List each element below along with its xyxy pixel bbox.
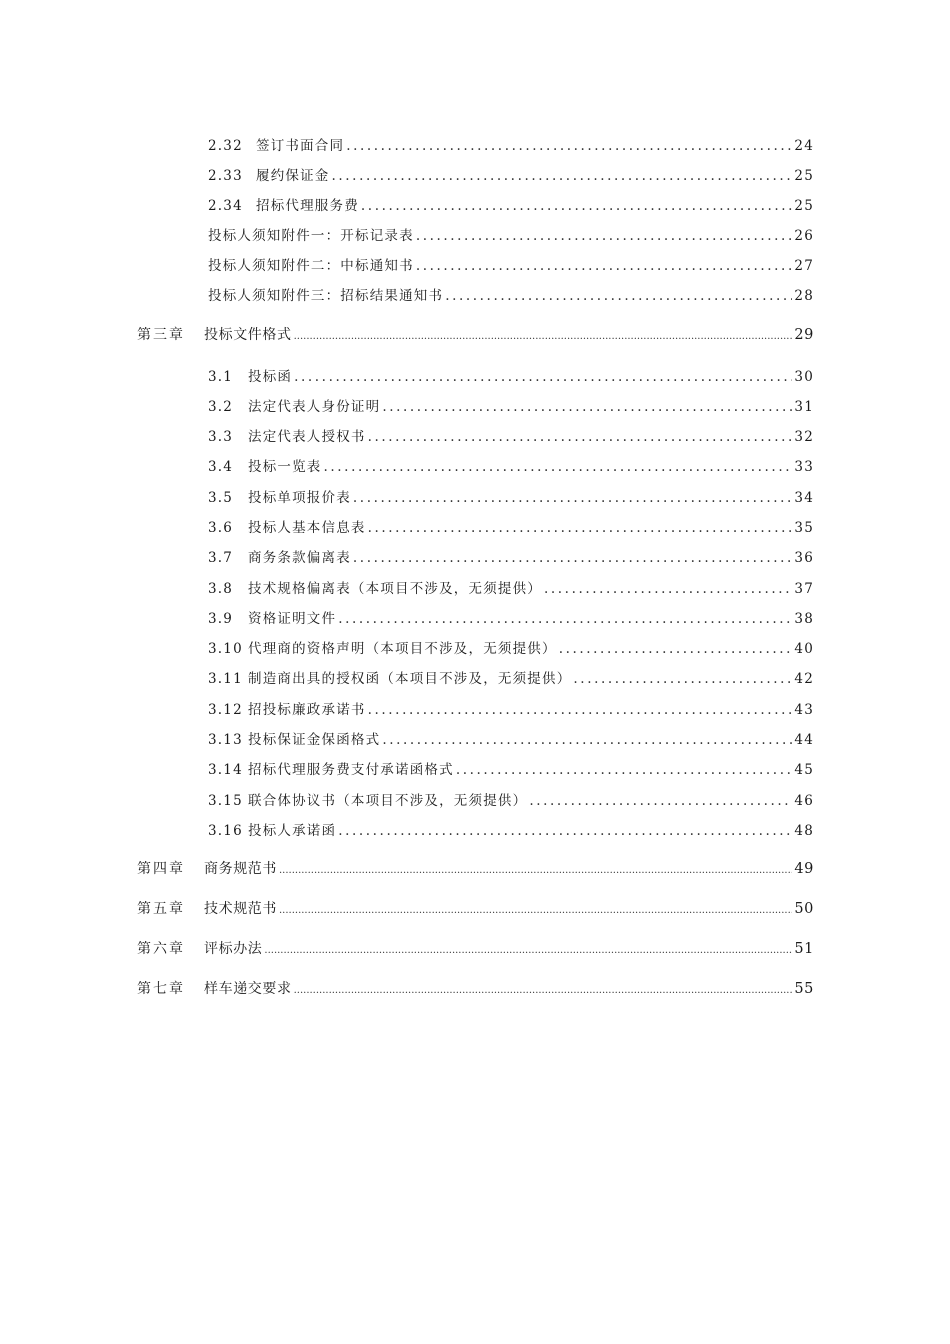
toc-entry-title: 履约保证金 bbox=[256, 168, 330, 184]
dot-leader bbox=[368, 429, 793, 445]
toc-chapter-number: 第三章 bbox=[137, 327, 185, 343]
toc-entry-3-4[interactable] bbox=[208, 455, 814, 475]
toc-entry-number: 2.34 bbox=[208, 198, 243, 214]
toc-entry-title: 签订书面合同 bbox=[256, 138, 345, 154]
toc-entry-page: 36 bbox=[794, 550, 814, 566]
toc-chapter-4[interactable] bbox=[137, 858, 814, 878]
toc-entry-3-7[interactable] bbox=[208, 546, 814, 566]
toc-entry-2-33[interactable] bbox=[208, 164, 814, 184]
dot-leader bbox=[361, 198, 793, 214]
toc-entry-page: 35 bbox=[794, 520, 814, 536]
dot-leader bbox=[294, 985, 793, 996]
toc-entry-page: 26 bbox=[794, 228, 814, 244]
dot-leader bbox=[382, 732, 792, 748]
dot-leader bbox=[559, 641, 793, 657]
toc-entry-title: 招投标廉政承诺书 bbox=[248, 702, 366, 718]
toc-chapter-page: 51 bbox=[794, 941, 814, 957]
toc-chapter-title: 评标办法 bbox=[204, 941, 263, 957]
toc-entry-3-13[interactable] bbox=[208, 728, 814, 748]
toc-entry-title: 投标人须知附件三：招标结果通知书 bbox=[208, 288, 444, 304]
toc-chapter-title: 技术规范书 bbox=[204, 901, 277, 917]
toc-entry-title: 招标代理服务费支付承诺函格式 bbox=[248, 762, 454, 778]
toc-entry-number: 3.14 bbox=[208, 762, 243, 778]
dot-leader bbox=[338, 823, 792, 839]
toc-entry-attachment-3[interactable] bbox=[208, 284, 814, 304]
toc-entry-page: 31 bbox=[794, 399, 814, 415]
toc-chapter-6[interactable] bbox=[137, 938, 814, 958]
toc-entry-number: 2.33 bbox=[208, 168, 243, 184]
toc-chapter-title: 投标文件格式 bbox=[204, 327, 292, 343]
toc-entry-3-9[interactable] bbox=[208, 607, 814, 627]
toc-entry-attachment-2[interactable] bbox=[208, 254, 814, 274]
toc-entry-title: 制造商出具的授权函（本项目不涉及，无须提供） bbox=[248, 671, 572, 687]
toc-entry-page: 45 bbox=[794, 762, 814, 778]
dot-leader bbox=[544, 581, 792, 597]
toc-entry-page: 24 bbox=[794, 138, 814, 154]
dot-leader bbox=[279, 905, 792, 916]
toc-entry-3-2[interactable] bbox=[208, 395, 814, 415]
dot-leader bbox=[324, 459, 793, 475]
toc-entry-number: 3.11 bbox=[208, 671, 243, 687]
toc-entry-page: 43 bbox=[794, 702, 814, 718]
toc-entry-number: 3.4 bbox=[208, 459, 234, 475]
toc-entry-page: 48 bbox=[794, 823, 814, 839]
toc-entry-page: 25 bbox=[794, 198, 814, 214]
toc-entry-title: 投标人承诺函 bbox=[248, 823, 337, 839]
toc-entry-3-12[interactable] bbox=[208, 698, 814, 718]
toc-entry-title: 法定代表人授权书 bbox=[248, 429, 366, 445]
dot-leader bbox=[338, 611, 792, 627]
toc-chapter-title: 样车递交要求 bbox=[204, 981, 292, 997]
dot-leader bbox=[353, 550, 793, 566]
toc-chapter-number: 第四章 bbox=[137, 861, 185, 877]
toc-entry-page: 30 bbox=[794, 369, 814, 385]
toc-entry-title: 投标保证金保函格式 bbox=[248, 732, 381, 748]
toc-entry-2-32[interactable] bbox=[208, 134, 814, 154]
toc-entry-number: 3.16 bbox=[208, 823, 243, 839]
toc-entry-page: 25 bbox=[794, 168, 814, 184]
dot-leader bbox=[264, 945, 792, 956]
toc-entry-3-14[interactable] bbox=[208, 758, 814, 778]
toc-entry-page: 42 bbox=[794, 671, 814, 687]
toc-entry-title: 代理商的资格声明（本项目不涉及，无须提供） bbox=[248, 641, 557, 657]
toc-entry-3-3[interactable] bbox=[208, 425, 814, 445]
toc-entry-page: 33 bbox=[794, 459, 814, 475]
toc-entry-page: 44 bbox=[794, 732, 814, 748]
toc-entry-2-34[interactable] bbox=[208, 194, 814, 214]
toc-entry-3-1[interactable] bbox=[208, 365, 814, 385]
toc-entry-3-10[interactable] bbox=[208, 637, 814, 657]
toc-chapter-title: 商务规范书 bbox=[204, 861, 277, 877]
dot-leader bbox=[368, 702, 793, 718]
toc-entry-3-16[interactable] bbox=[208, 819, 814, 839]
dot-leader bbox=[294, 331, 793, 342]
toc-chapter-page: 29 bbox=[794, 327, 814, 343]
dot-leader bbox=[279, 865, 792, 876]
toc-entry-number: 3.13 bbox=[208, 732, 243, 748]
toc-entry-title: 联合体协议书（本项目不涉及，无须提供） bbox=[248, 793, 528, 809]
toc-chapter-number: 第五章 bbox=[137, 901, 185, 917]
toc-entry-number: 3.2 bbox=[208, 399, 234, 415]
toc-entry-page: 27 bbox=[794, 258, 814, 274]
toc-chapter-3[interactable] bbox=[137, 324, 814, 344]
toc-chapter-number: 第七章 bbox=[137, 981, 185, 997]
toc-entry-number: 3.10 bbox=[208, 641, 243, 657]
toc-chapter-7[interactable] bbox=[137, 978, 814, 998]
toc-entry-title: 投标函 bbox=[248, 369, 293, 385]
toc-entry-number: 3.15 bbox=[208, 793, 243, 809]
toc-entry-title: 投标人基本信息表 bbox=[248, 520, 366, 536]
toc-entry-3-5[interactable] bbox=[208, 486, 814, 506]
dot-leader bbox=[573, 671, 792, 687]
toc-entry-title: 投标一览表 bbox=[248, 459, 322, 475]
toc-entry-attachment-1[interactable] bbox=[208, 224, 814, 244]
toc-entry-page: 32 bbox=[794, 429, 814, 445]
toc-chapter-number: 第六章 bbox=[137, 941, 185, 957]
dot-leader bbox=[353, 490, 793, 506]
dot-leader bbox=[416, 258, 793, 274]
toc-entry-3-11[interactable] bbox=[208, 667, 814, 687]
toc-entry-page: 28 bbox=[794, 288, 814, 304]
toc-entry-title: 招标代理服务费 bbox=[256, 198, 359, 214]
dot-leader bbox=[445, 288, 792, 304]
toc-entry-page: 40 bbox=[794, 641, 814, 657]
toc-entry-title: 资格证明文件 bbox=[248, 611, 337, 627]
toc-entry-number: 3.5 bbox=[208, 490, 234, 506]
toc-entry-title: 技术规格偏离表（本项目不涉及，无须提供） bbox=[248, 581, 542, 597]
dot-leader bbox=[456, 762, 793, 778]
toc-entry-page: 34 bbox=[794, 490, 814, 506]
toc-entry-title: 商务条款偏离表 bbox=[248, 550, 351, 566]
dot-leader bbox=[368, 520, 793, 536]
dot-leader bbox=[346, 138, 792, 154]
dot-leader bbox=[382, 399, 792, 415]
toc-chapter-page: 50 bbox=[794, 901, 814, 917]
toc-chapter-5[interactable] bbox=[137, 898, 814, 918]
toc-entry-title: 法定代表人身份证明 bbox=[248, 399, 381, 415]
dot-leader bbox=[332, 168, 793, 184]
toc-entry-3-15[interactable] bbox=[208, 789, 814, 809]
toc-entry-number: 3.9 bbox=[208, 611, 234, 627]
toc-chapter-page: 55 bbox=[794, 981, 814, 997]
toc-entry-title: 投标人须知附件一：开标记录表 bbox=[208, 228, 414, 244]
toc-entry-number: 3.7 bbox=[208, 550, 234, 566]
toc-entry-title: 投标人须知附件二：中标通知书 bbox=[208, 258, 414, 274]
toc-entry-3-6[interactable] bbox=[208, 516, 814, 536]
toc-entry-number: 3.8 bbox=[208, 581, 234, 597]
toc-entry-page: 38 bbox=[794, 611, 814, 627]
dot-leader bbox=[294, 369, 792, 385]
toc-entry-title: 投标单项报价表 bbox=[248, 490, 351, 506]
toc-entry-page: 46 bbox=[794, 793, 814, 809]
toc-entry-number: 3.1 bbox=[208, 369, 234, 385]
toc-entry-number: 3.12 bbox=[208, 702, 243, 718]
dot-leader bbox=[529, 793, 792, 809]
toc-entry-number: 3.6 bbox=[208, 520, 234, 536]
toc-entry-3-8[interactable] bbox=[208, 577, 814, 597]
toc-entry-number: 3.3 bbox=[208, 429, 234, 445]
toc-entry-page: 37 bbox=[794, 581, 814, 597]
dot-leader bbox=[416, 228, 793, 244]
toc-chapter-page: 49 bbox=[794, 861, 814, 877]
toc-entry-number: 2.32 bbox=[208, 138, 243, 154]
